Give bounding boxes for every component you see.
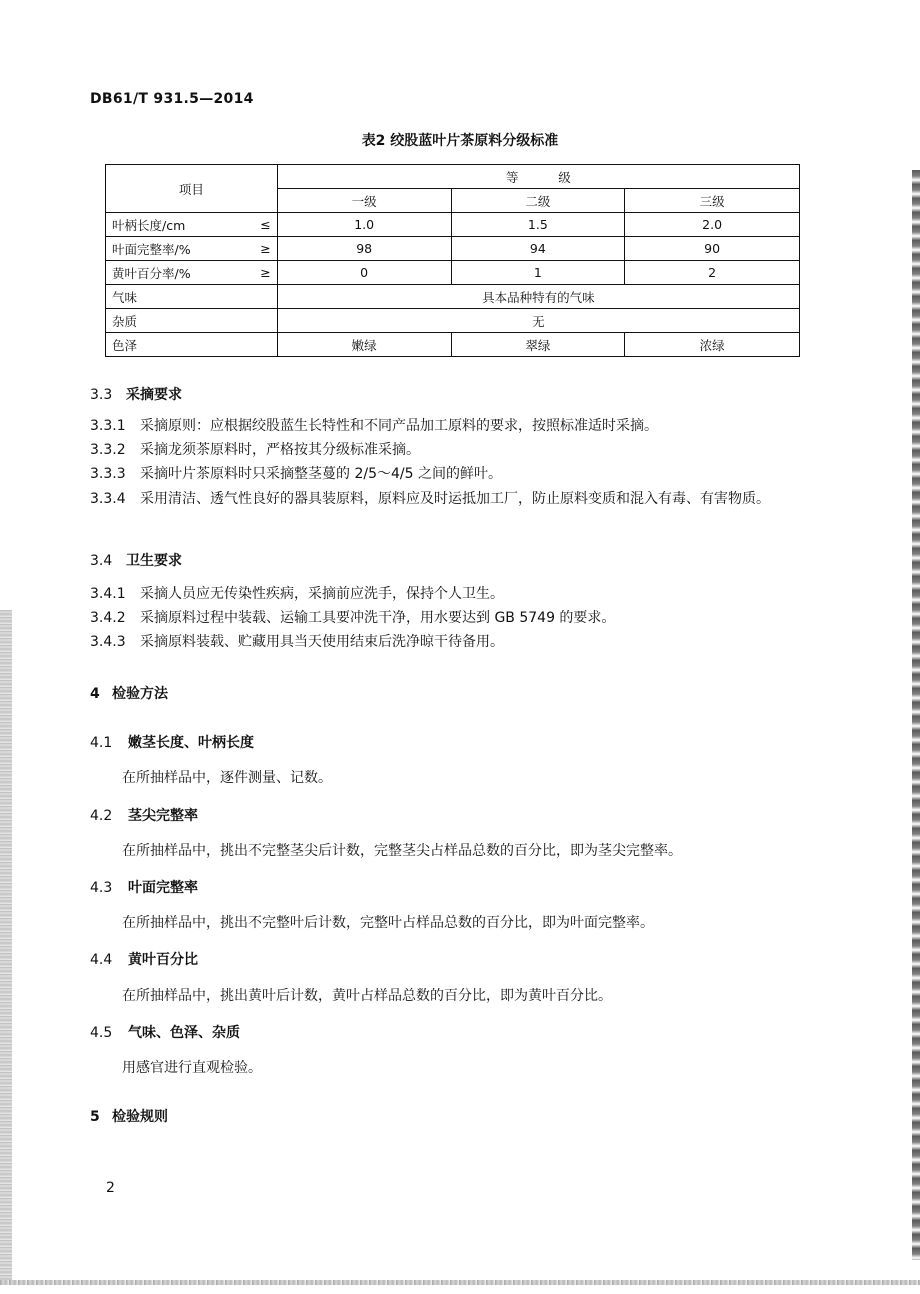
row-value: 94 xyxy=(451,237,625,261)
section-4-2-heading: 4.2 茎尖完整率 xyxy=(90,808,198,824)
row-value: 90 xyxy=(625,237,800,261)
scan-edge-bottom xyxy=(0,1280,920,1285)
row-value: 2 xyxy=(625,261,800,285)
grading-table xyxy=(105,164,800,357)
section-4-5-heading: 4.5 气味、色泽、杂质 xyxy=(90,1025,240,1041)
row-value: 2.0 xyxy=(625,213,800,237)
clause-3-4-3: 3.4.3 采摘原料装载、贮藏用具当天使用结束后洗净晾干待备用。 xyxy=(90,634,504,650)
section-3-4-heading: 3.4 卫生要求 xyxy=(90,553,182,569)
table-row xyxy=(106,237,800,261)
table-row-smell xyxy=(106,285,800,309)
table-caption: 表2 绞股蓝叶片茶原料分级标准 xyxy=(361,133,559,149)
row-value: 98 xyxy=(277,237,451,261)
row-item: 黄叶百分率/% xyxy=(106,261,246,285)
scan-edge-right xyxy=(912,170,920,1260)
section-4-5-text: 用感官进行直观检验。 xyxy=(122,1060,262,1076)
grade-1-header: 一级 xyxy=(277,189,451,213)
row-value: 浓绿 xyxy=(625,333,800,357)
table-row xyxy=(106,261,800,285)
row-symbol: ≥ xyxy=(245,261,277,285)
section-5-heading: 5 检验规则 xyxy=(90,1109,168,1125)
page-number: 2 xyxy=(106,1180,115,1196)
row-item: 杂质 xyxy=(106,309,278,333)
clause-3-4-2: 3.4.2 采摘原料过程中装载、运输工具要冲洗干净，用水要达到 GB 5749 的要求。 xyxy=(90,610,616,626)
section-3-3-heading: 3.3 采摘要求 xyxy=(90,387,182,403)
table-row-impurity xyxy=(106,309,800,333)
row-item: 气味 xyxy=(106,285,278,309)
section-4-1-text: 在所抽样品中，逐件测量、记数。 xyxy=(122,770,332,786)
table-row xyxy=(106,213,800,237)
table-row-color xyxy=(106,333,800,357)
row-value: 1 xyxy=(451,261,625,285)
grade-2-header: 二级 xyxy=(451,189,625,213)
section-4-4-text: 在所抽样品中，挑出黄叶后计数，黄叶占样品总数的百分比，即为黄叶百分比。 xyxy=(122,988,612,1004)
standard-code: DB61/T 931.5—2014 xyxy=(90,91,254,107)
section-4-1-heading: 4.1 嫩茎长度、叶柄长度 xyxy=(90,735,254,751)
row-value: 具本品种特有的气味 xyxy=(277,285,799,309)
row-value: 嫩绿 xyxy=(277,333,451,357)
row-item: 叶柄长度/cm xyxy=(106,213,246,237)
row-item: 色泽 xyxy=(106,333,278,357)
section-4-4-heading: 4.4 黄叶百分比 xyxy=(90,952,198,968)
clause-3-4-1: 3.4.1 采摘人员应无传染性疾病，采摘前应洗手，保持个人卫生。 xyxy=(90,586,504,602)
row-item: 叶面完整率/% xyxy=(106,237,246,261)
clause-3-3-2: 3.3.2 采摘龙须茶原料时，严格按其分级标准采摘。 xyxy=(90,442,420,458)
clause-3-3-3: 3.3.3 采摘叶片茶原料时只采摘整茎蔓的 2/5～4/5 之间的鲜叶。 xyxy=(90,466,502,482)
row-value: 无 xyxy=(277,309,799,333)
row-value: 1.0 xyxy=(277,213,451,237)
row-value: 1.5 xyxy=(451,213,625,237)
section-4-3-heading: 4.3 叶面完整率 xyxy=(90,880,198,896)
row-value: 0 xyxy=(277,261,451,285)
section-4-2-text: 在所抽样品中，挑出不完整茎尖后计数，完整茎尖占样品总数的百分比，即为茎尖完整率。 xyxy=(122,843,682,859)
col-grade-header: 等 级 xyxy=(277,165,799,189)
grade-3-header: 三级 xyxy=(625,189,800,213)
scan-edge-left xyxy=(0,610,12,1280)
row-symbol: ≥ xyxy=(245,237,277,261)
clause-3-3-1: 3.3.1 采摘原则：应根据绞股蓝生长特性和不同产品加工原料的要求，按照标准适时采摘。 xyxy=(90,418,658,434)
row-symbol: ≤ xyxy=(245,213,277,237)
col-item-header: 项目 xyxy=(106,165,278,213)
section-4-heading: 4 检验方法 xyxy=(90,686,168,702)
section-4-3-text: 在所抽样品中，挑出不完整叶后计数，完整叶占样品总数的百分比，即为叶面完整率。 xyxy=(122,915,654,931)
table-header-row xyxy=(106,165,800,189)
row-value: 翠绿 xyxy=(451,333,625,357)
clause-3-3-4: 3.3.4 采用清洁、透气性良好的器具装原料，原料应及时运抵加工厂，防止原料变质和混入有毒、有害物质。 xyxy=(90,491,770,507)
